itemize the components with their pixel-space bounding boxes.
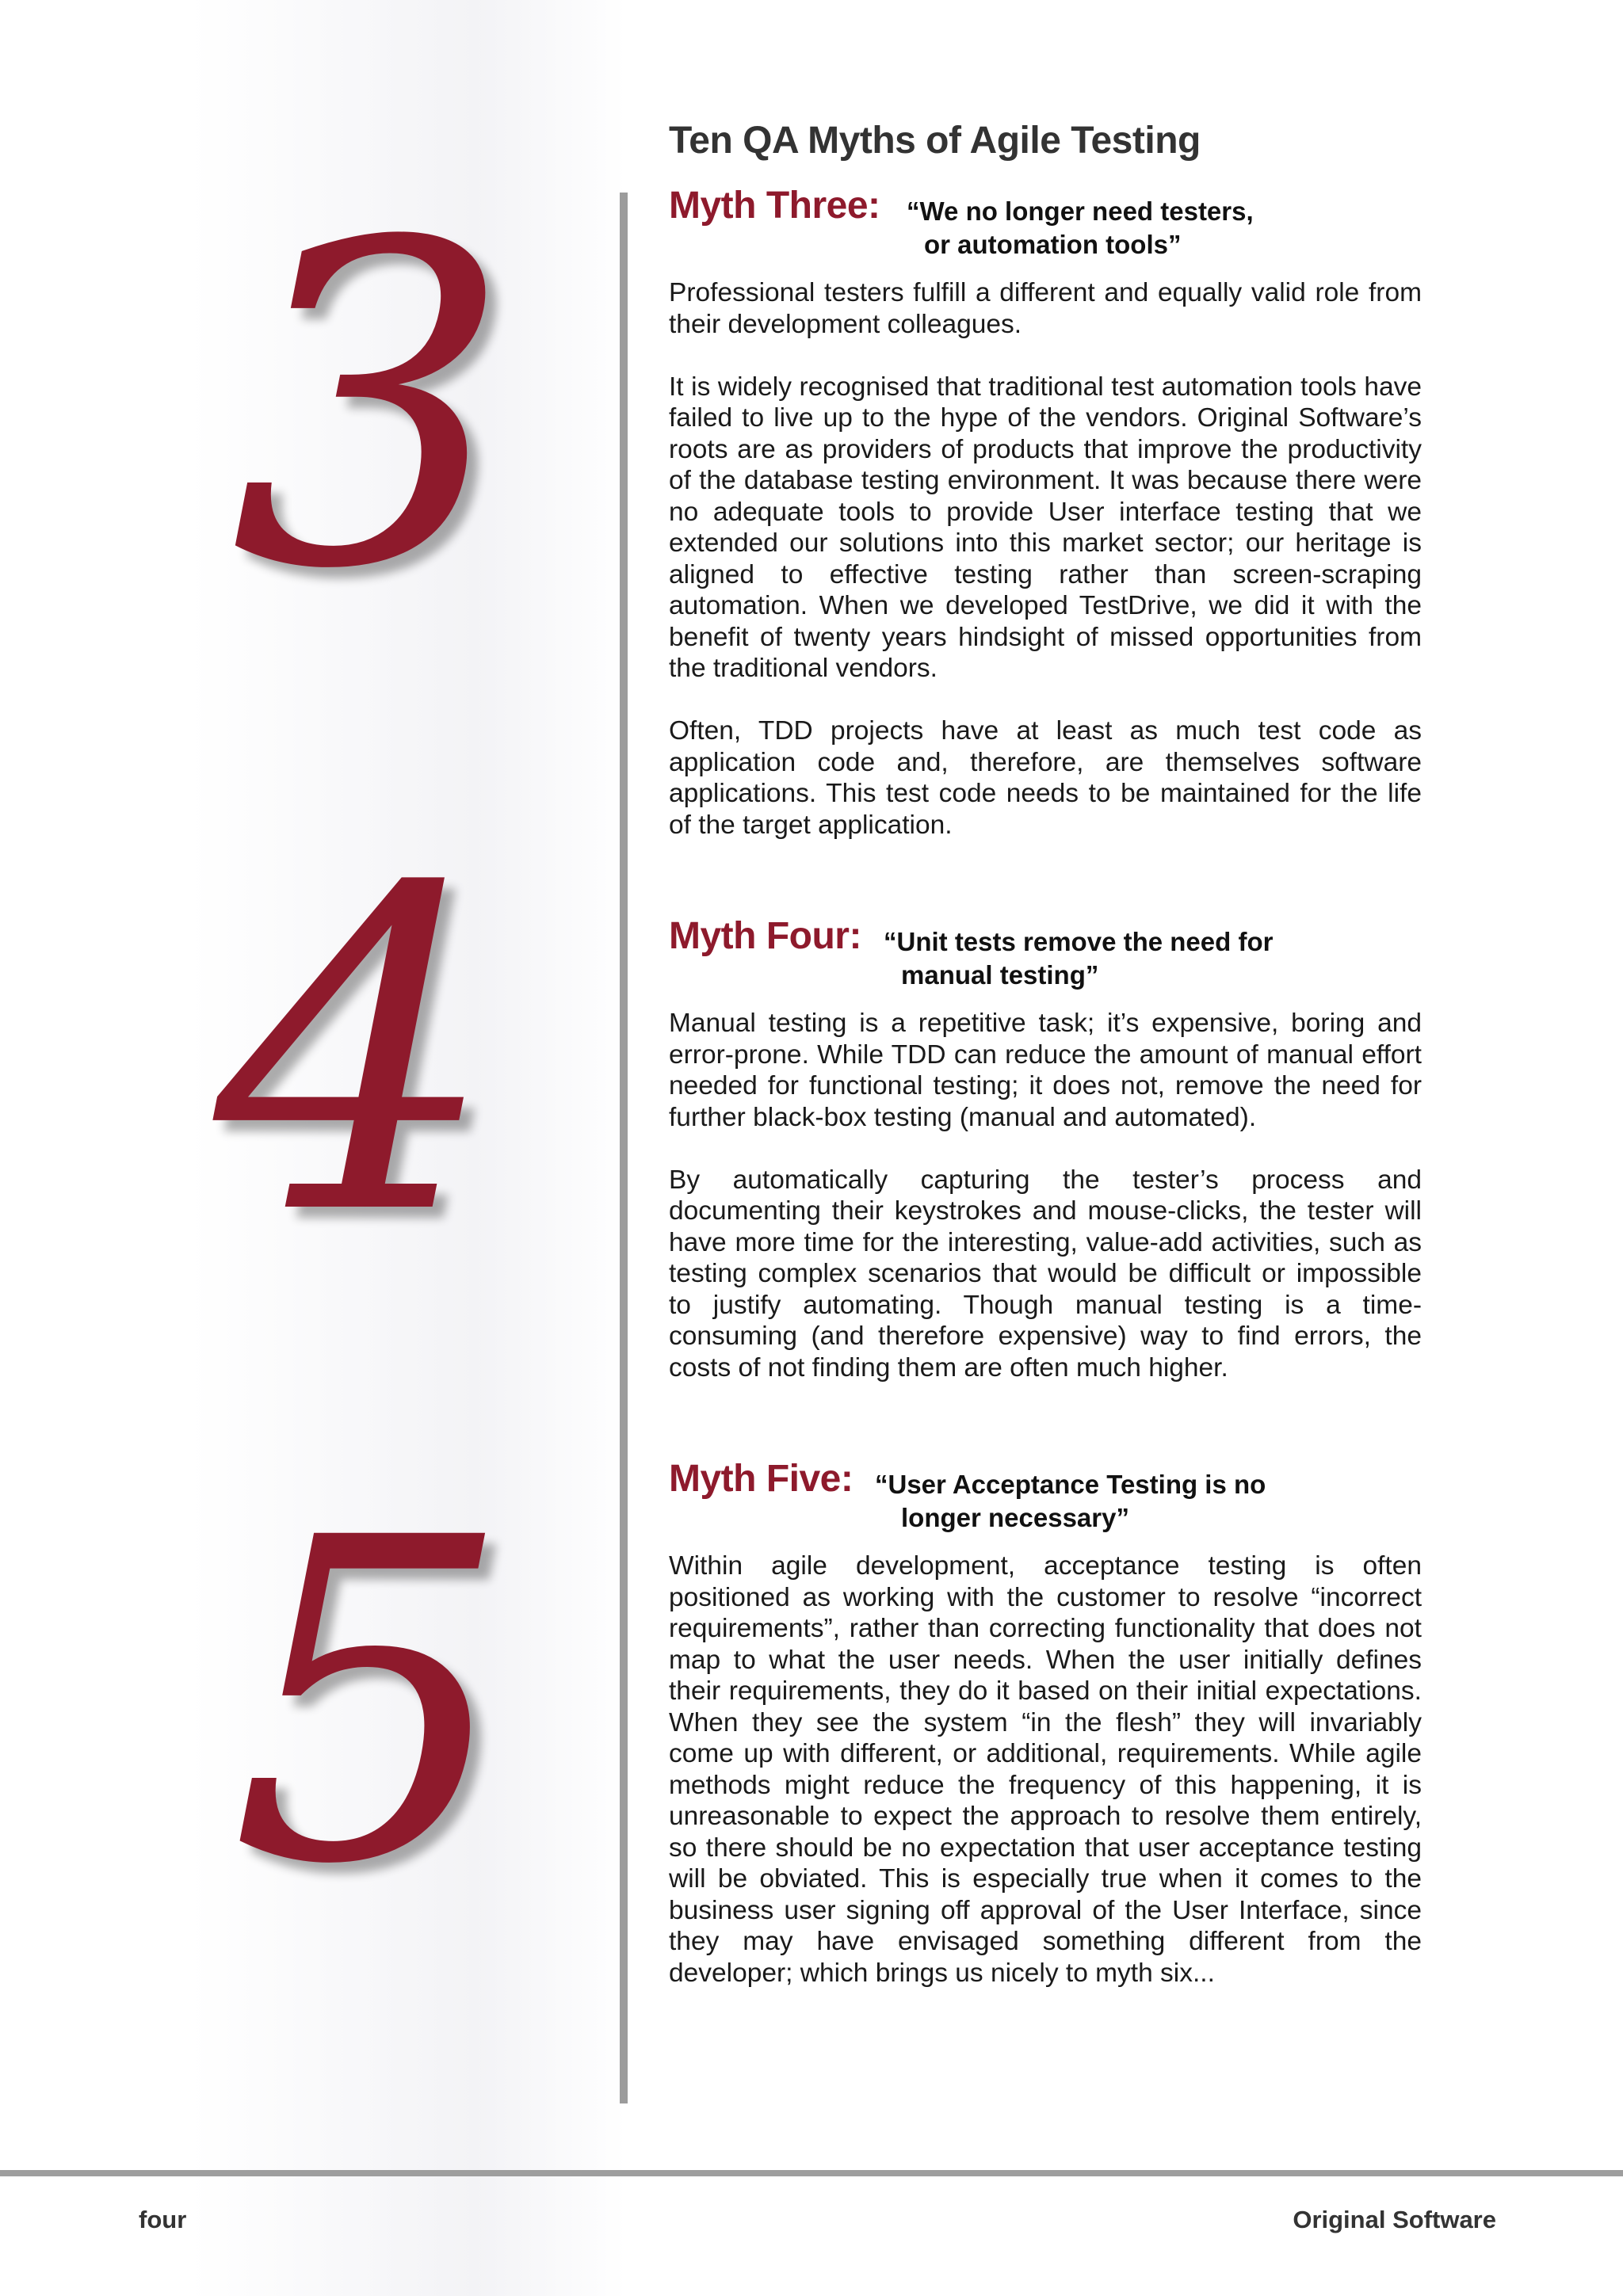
paragraph: Professional testers fulfill a different and equally valid role from their development colleagues. [669, 278, 1422, 339]
quote-line: “We no longer need testers, [907, 196, 1254, 226]
myth-label: Myth Five: [669, 1458, 854, 1500]
myth-five-section [669, 1457, 1422, 1989]
paragraph: Often, TDD projects have at least as much test code as application code and, therefore, are themselves software applications. This test code needs to be maintained for the life of the target application. [669, 716, 1422, 840]
paragraph: Within agile development, acceptance testing is often positioned as working with the customer to resolve “incorrect requirements”, rather than correcting functionality that does not map to what the user needs. When the user initially defines their requirements, they do it based on their initial expectations. When they see the system “in the flesh” they will invariably come up with different, or additional, requirements. While agile methods might reduce the frequency of this happening, it is unreasonable to expect the approach to resolve them entirely, so there should be no expectation that user acceptance testing will be obviated. This is especially true when it comes to the business user signing off approval of the User Interface, since they may have envisaged something different from the developer; which brings us nicely to myth six... [669, 1551, 1422, 1988]
numeral-three: 3 [230, 150, 513, 666]
myth-label: Myth Four: [669, 915, 861, 957]
quote-line: manual testing” [901, 960, 1099, 990]
quote-line: longer necessary” [901, 1503, 1129, 1532]
myth-quote [907, 195, 1254, 261]
page-title: Ten QA Myths of Agile Testing [669, 120, 1201, 162]
numeral-five: 5 [230, 1445, 513, 1962]
paragraph: Manual testing is a repetitive task; it’s expensive, boring and error-prone. While TDD can reduce the amount of manual effort needed for functional testing; it does not, remove the need for further black-box testing (manual and automated). [669, 1009, 1422, 1132]
quote-line: “User Acceptance Testing is no [875, 1470, 1266, 1499]
numeral-four: 4 [214, 795, 497, 1312]
vertical-divider [620, 193, 628, 2103]
myth-heading [669, 184, 1422, 259]
quote-line: or automation tools” [924, 230, 1182, 259]
myth-heading [669, 1457, 1422, 1532]
myth-three-section [669, 184, 1422, 841]
myth-heading [669, 914, 1422, 990]
quote-line: “Unit tests remove the need for [884, 927, 1274, 956]
paragraph: It is widely recognised that traditional test automation tools have failed to live up to the hype of the vendors. Original Software’s roots are as providers of products that improve the productivity of the database testing environment. It was because there were no adequate tools to provide User interface testing that we extended our solutions into this market sector; our heritage is aligned to effective testing rather than screen-scraping automation. When we developed TestDrive, we did it with the benefit of twenty years hindsight of missed opportunities from the traditional vendors. [669, 372, 1422, 683]
footer-divider [0, 2170, 1623, 2176]
paragraph: By automatically capturing the tester’s process and documenting their keystrokes and mouse-clicks, the tester will have more time for the interesting, value-add activities, such as testing complex scenarios that would be difficult or impossible to justify automating. Though manual testing is a time-consuming (and therefore expensive) way to find errors, the costs of not finding them are often much higher. [669, 1165, 1422, 1383]
myth-label: Myth Three: [669, 185, 880, 227]
myth-quote [884, 925, 1273, 992]
company-name: Original Software [1293, 2206, 1496, 2233]
myth-quote [875, 1468, 1266, 1535]
myth-four-section [669, 914, 1422, 1383]
page-number: four [139, 2206, 187, 2233]
